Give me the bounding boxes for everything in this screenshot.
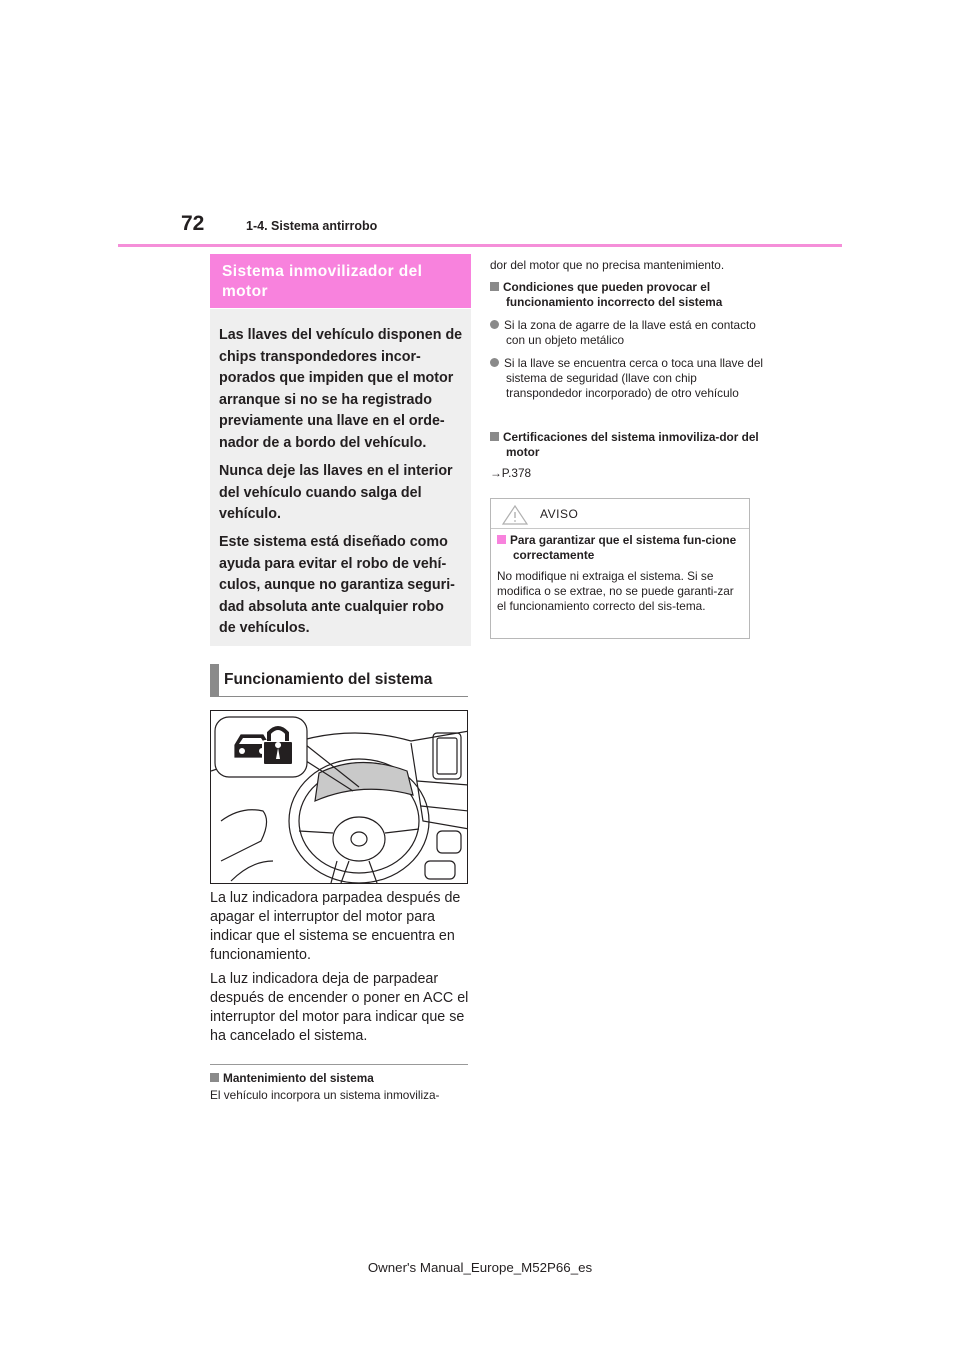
- conditions-heading: Condiciones que pueden provocar el funcionamiento incorrecto del sistema: [490, 280, 768, 310]
- section-title: 1-4. Sistema antirrobo: [246, 219, 378, 233]
- intro-paragraph: Nunca deje las llaves en el interior del vehículo cuando salga del vehículo.: [219, 463, 453, 522]
- section-header-title: Funcionamiento del sistema: [224, 671, 433, 688]
- square-bullet-icon: [497, 535, 506, 544]
- warning-label: AVISO: [540, 507, 579, 521]
- body-paragraph: La luz indicadora parpadea después de apagar el interruptor del motor para indicar que el sistema se encuentra en funcionamiento.: [210, 890, 461, 963]
- square-bullet-icon: [490, 432, 499, 441]
- intro-paragraph: Este sistema está diseñado como ayuda para evitar el robo de vehí-culos, aunque no garantiza seguri-dad absoluta ante cualquier robo de vehículos.: [219, 534, 455, 636]
- warning-text: No modifique ni extraiga el sistema. Si se modifica o se extrae, no se puede garanti-zar el funcionamiento correcto del sis-tema.: [497, 569, 734, 613]
- warning-triangle-icon: [501, 504, 529, 531]
- box-title: Sistema inmovilizador del motor: [222, 263, 423, 300]
- dashboard-illustration: [210, 710, 468, 884]
- bullet-item: Si la zona de agarre de la llave está en contacto con un objeto metálico: [490, 318, 768, 348]
- body-paragraph: La luz indicadora deja de parpadear después de encender o poner en ACC el interruptor del motor para indicar que se ha cancelado el sistema.: [210, 971, 469, 1044]
- maintenance-text: El vehículo incorpora un sistema inmoviliza-: [210, 1088, 440, 1102]
- maintenance-text-continued: dor del motor que no precisa mantenimiento.: [490, 258, 725, 272]
- divider: [210, 1064, 468, 1065]
- intro-paragraph: Las llaves del vehículo disponen de chips transpondedores incor-porados que impiden que el motor arranque si no se ha registrado previamente una llave en el orde-nador de a bordo del vehículo.: [219, 327, 463, 451]
- page-reference-link[interactable]: →P.378: [490, 466, 532, 480]
- footer-text: Owner's Manual_Europe_M52P66_es: [367, 1260, 593, 1275]
- cert-heading: Certificaciones del sistema inmoviliza-dor del motor: [490, 430, 768, 460]
- page-number: 72: [181, 212, 205, 235]
- header-rule: [118, 244, 842, 247]
- square-bullet-icon: [210, 1073, 219, 1082]
- square-bullet-icon: [490, 282, 499, 291]
- section-header-bar: [210, 664, 219, 696]
- bullet-item: Si la llave se encuentra cerca o toca una llave del sistema de seguridad (llave con chip transpondedor incorporado) de otro vehículo: [490, 356, 768, 401]
- warning-heading: Para garantizar que el sistema fun-cione correctamente: [497, 533, 759, 563]
- maintenance-heading: Mantenimiento del sistema: [210, 1071, 374, 1086]
- round-bullet-icon: [490, 358, 499, 367]
- round-bullet-icon: [490, 320, 499, 329]
- warning-divider: [491, 528, 749, 529]
